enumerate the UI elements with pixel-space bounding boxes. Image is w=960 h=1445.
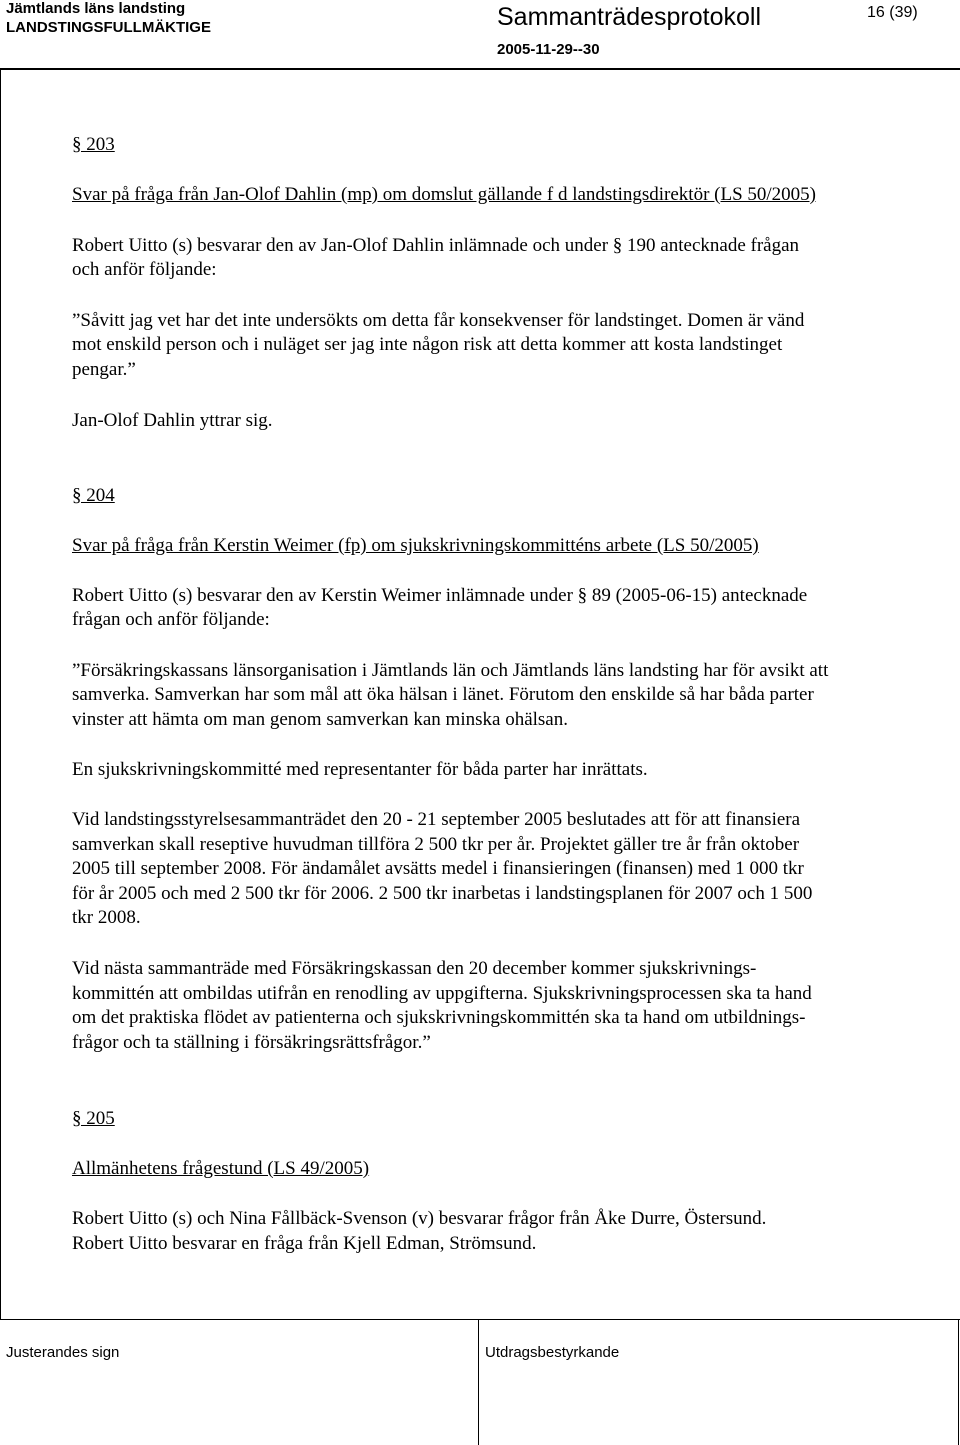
section-number-204: § 204	[72, 485, 115, 506]
text-line: frågor och ta ställning i försäkringsrättsfrågor.”	[72, 1032, 431, 1053]
text-line: kommittén att ombildas utifrån en renodling av uppgifterna. Sjukskrivningsprocessen ska ta hand	[72, 983, 812, 1004]
text-line: tkr 2008.	[72, 907, 141, 928]
text-line: Robert Uitto besvarar en fråga från Kjell Edman, Strömsund.	[72, 1233, 537, 1254]
text-line: Robert Uitto (s) besvarar den av Kerstin Weimer inlämnade under § 89 (2005-06-15) antecknade	[72, 585, 808, 606]
organization-name: Jämtlands läns landsting	[6, 0, 186, 17]
text-line: vinster att hämta om man genom samverkan kan minska ohälsan.	[72, 709, 568, 730]
text-line: Robert Uitto (s) och Nina Fållbäck-Svenson (v) besvarar frågor från Åke Durre, Östersund.	[72, 1208, 767, 1229]
section-number-205: § 205	[72, 1108, 115, 1129]
section-number-203: § 203	[72, 134, 115, 155]
text-line: ”Såvitt jag vet har det inte undersökts om detta får konsekvenser för landstinget. Domen är vänd	[72, 310, 805, 331]
text-line: samverka. Samverkan har som mål att öka hälsan i länet. Förutom den enskilde så har båda parter	[72, 684, 814, 705]
text-line: En sjukskrivningskommitté med representanter för båda parter har inrättats.	[72, 759, 648, 780]
text-line: för år 2005 och med 2 500 tkr för 2006. 2 500 tkr inarbetas i landstingsplanen för 2007 och 1 500	[72, 883, 813, 904]
footer-divider	[478, 1319, 479, 1445]
text-line: frågan och anför följande:	[72, 609, 270, 630]
meeting-date: 2005-11-29--30	[497, 41, 600, 58]
document-title: Sammanträdesprotokoll	[497, 3, 762, 31]
section-heading-203: Svar på fråga från Jan-Olof Dahlin (mp) om domslut gällande f d landstingsdirektör (LS 50/2005)	[72, 184, 816, 205]
text-line: Robert Uitto (s) besvarar den av Jan-Olof Dahlin inlämnade och under § 190 antecknade frågan	[72, 235, 800, 256]
section-heading-204: Svar på fråga från Kerstin Weimer (fp) om sjukskrivningskommitténs arbete (LS 50/2005)	[72, 535, 759, 556]
certification-field-label: Utdragsbestyrkande	[485, 1344, 620, 1361]
text-line: Vid nästa sammanträde med Försäkringskassan den 20 december kommer sjukskrivnings-	[72, 958, 757, 979]
text-line: om det praktiska flödet av patienterna och sjukskrivningskommittén ska ta hand om utbildnings-	[72, 1007, 806, 1028]
section-heading-205: Allmänhetens frågestund (LS 49/2005)	[72, 1158, 370, 1179]
text-line: mot enskild person och i nuläget ser jag inte någon risk att detta kommer att kosta landstinget	[72, 334, 783, 355]
footer-rule-top	[0, 1319, 960, 1320]
assembly-name: LANDSTINGSFULLMÄKTIGE	[6, 19, 211, 36]
text-line: ”Försäkringskassans länsorganisation i Jämtlands län och Jämtlands läns landsting har för avsikt att	[72, 660, 829, 681]
text-line: 2005 till september 2008. För ändamålet avsätts medel i finansieringen (finansen) med 1 000 tkr	[72, 858, 804, 879]
left-margin-rule	[0, 68, 1, 1320]
text-line: Vid landstingsstyrelsesammanträdet den 20 - 21 september 2005 beslutades att för att finansiera	[72, 809, 801, 830]
header-rule	[0, 68, 960, 70]
text-line: Jan-Olof Dahlin yttrar sig.	[72, 410, 273, 431]
signature-field-label: Justerandes sign	[6, 1344, 120, 1361]
text-line: pengar.”	[72, 359, 136, 380]
text-line: samverkan skall reseptive huvudman tillföra 2 500 tkr per år. Projektet gäller tre år från oktober	[72, 834, 800, 855]
text-line: och anför följande:	[72, 259, 217, 280]
page-number: 16 (39)	[867, 4, 918, 21]
footer-right-rule	[958, 1319, 959, 1445]
